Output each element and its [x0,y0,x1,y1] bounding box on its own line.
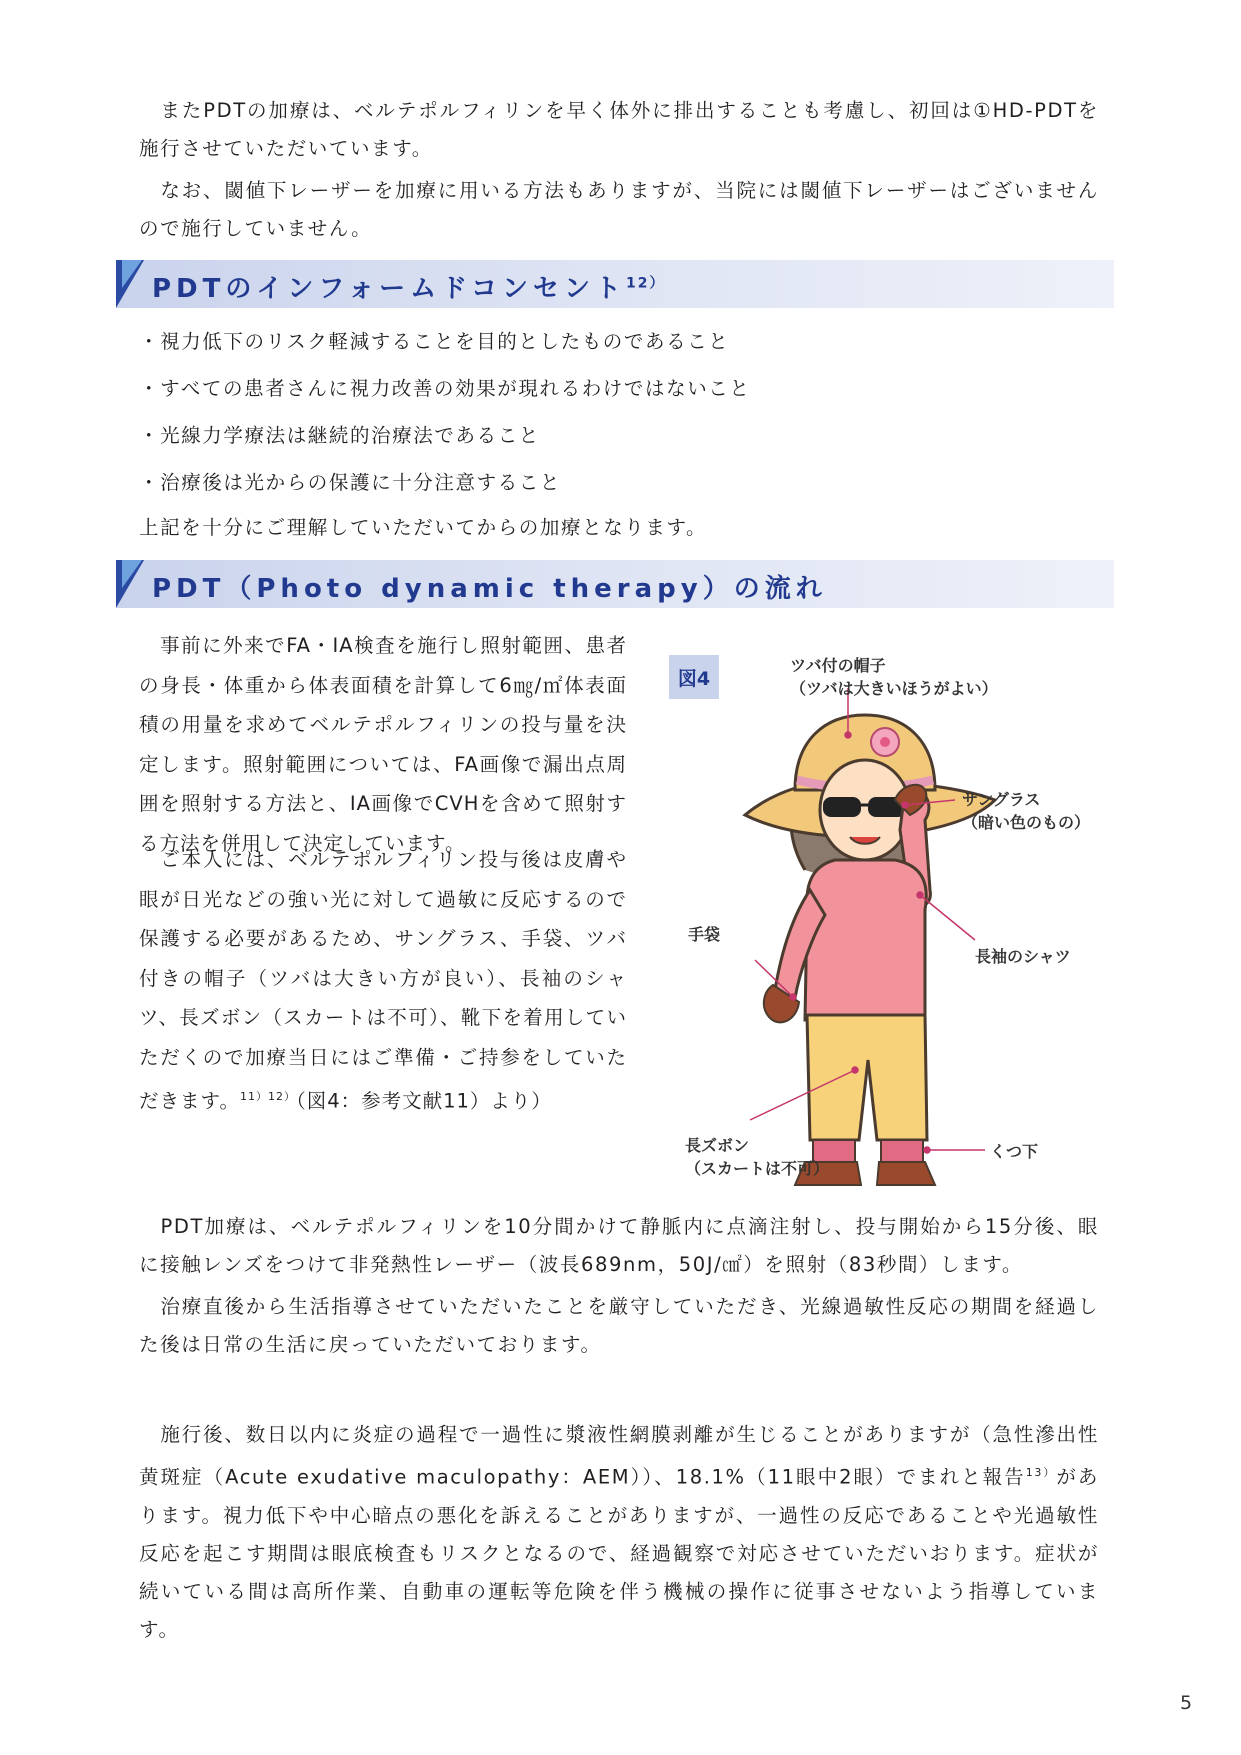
procedure-paragraph-4: 治療直後から生活指導させていただいたことを厳守していただき、光線過敏性反応の期間を経過した後は日常の生活に戻っていただいております。 [139,1295,1099,1356]
caption-sunglasses: サングラス （暗い色のもの） [962,790,1091,832]
section-heading-informed-consent [116,260,1114,308]
intro-paragraph-1: またPDTの加療は、ベルテポルフィリンを早く体外に排出することも考慮し、初回は①HD-PDTを施行させていただいています。 [139,99,1099,160]
bullet-item: ・視力低下のリスク軽減することを目的としたものであること [139,330,730,353]
caption-gloves: 手袋 [688,925,721,944]
reference-mark: 13） [1025,1466,1057,1479]
bullet-item: ・治療後は光からの保護に十分注意すること [139,471,562,494]
caption-hat: ツバ付の帽子 （ツバは大きいほうがよい） [790,656,998,698]
paragraph-text-end: があります。視力低下や中心暗点の悪化を訴えることがありますが、一過性の反応であることや光過敏性反応を起こす期間は眼底検査もリスクとなるので、経過観察で対応させていただいおります。症状が続いている間は高所作業、自動車の運転等危険を伴う機械の操作に従事させないよう指導しています。 [139,1465,1099,1641]
procedure-paragraph-2 [139,840,627,1121]
protective-clothing-illustration [735,640,1135,1200]
caption-socks: くつ下 [990,1142,1039,1161]
bullet-item: ・すべての患者さんに視力改善の効果が現れるわけではないこと [139,377,751,400]
heading-title: PDT（Photo dynamic therapy）の流れ [152,574,827,604]
bullet-item: ・光線力学療法は継続的治療法であること [139,424,540,447]
caption-shirt: 長袖のシャツ [975,947,1071,966]
figure-label: 図4 [669,655,719,699]
heading-accent-light [122,260,142,288]
intro-paragraph-2: なお、閾値下レーザーを加療に用いる方法もありますが、当院には閾値下レーザーはございませんので施行していません。 [139,179,1099,240]
paragraph-text: 施行後、数日以内に炎症の過程で一過性に漿液性網膜剥離が生じることがありますが（急性滲出性黄斑症（Acute exudative maculopathy：AEM））、18.1%（11眼中2眼）でまれと報告 [139,1423,1099,1489]
procedure-paragraph-3: PDT加療は、ベルテポルフィリンを10分間かけて静脈内に点滴注射し、投与開始から15分後、眼に接触レンズをつけて非発熱性レーザー（波長689nm，50J/㎠）を照射（83秒間）します。 [139,1215,1099,1276]
reference-mark: 11）12） [239,1090,296,1103]
procedure-text-end: （図4：参考文献11）より） [295,1089,552,1113]
caption-pants: 長ズボン （スカートは不可） [685,1136,830,1178]
procedure-paragraph-5 [139,1416,1099,1649]
page-number: 5 [1180,1692,1193,1714]
procedure-paragraph-1: 事前に外来でFA・IA検査を施行し照射範囲、患者の身長・体重から体表面積を計算して6㎎/㎡体表面積の用量を求めてベルテポルフィリンの投与量を決定します。照射範囲については、FA画像で漏出点周囲を照射する方法と、IA画像でCVHを含めて照射する方法を併用して決定しています。 [139,634,627,855]
heading-accent-light [122,560,142,588]
procedure-text: ご本人には、ベルテポルフィリン投与後は皮膚や眼が日光などの強い光に対して過敏に反応するので保護する必要があるため、サングラス、手袋、ツバ付きの帽子（ツバは大きい方が良い）、長袖のシャツ、長ズボン（スカートは不可）、靴下を着用していただくので加療当日にはご準備・ご持参をしていただきます。 [139,848,627,1113]
heading-ref: 12） [626,275,666,292]
heading-title: PDTのインフォームドコンセント [152,274,627,304]
closing-text: 上記を十分にご理解していただいてからの加療となります。 [139,516,708,539]
section-heading-pdt-flow [116,560,1114,608]
